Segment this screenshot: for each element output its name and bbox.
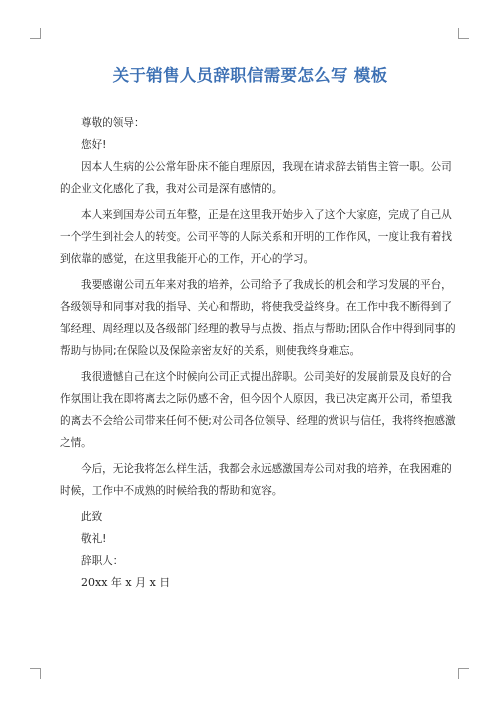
document-title: 关于销售人员辞职信需要怎么写 模板 (112, 66, 388, 85)
paragraph-line: 作氛围让我在即将离去之际仍感不舍，但今因个人原因，我已决定离开公司，希望我 (60, 393, 452, 405)
salutation: 尊敬的领导： (81, 117, 145, 129)
paragraph-line: 邹经理、周经理以及各级部门经理的教导与点拨、指点与帮助;团队合作中得到同事的 (60, 323, 456, 335)
paragraph-line: 我要感谢公司五年来对我的培养，公司给予了我成长的机会和学习发展的平台， (81, 279, 452, 291)
paragraph-line: 本人来到国寿公司五年整，正是在这里我开始步入了这个大家庭，完成了自己从 (81, 209, 452, 221)
letter-body (60, 112, 456, 594)
page-corner-top-right (458, 28, 469, 39)
paragraph-line: 的离去不会给公司带来任何不便;对公司各位领导、经理的赏识与信任，我将终抱感激 (60, 415, 456, 427)
paragraph-line: 因本人生病的公公常年卧床不能自理原因，我现在请求辞去销售主管一职。公司 (81, 161, 452, 173)
paragraph-line: 时候，工作中不成熟的时候给我的帮助和宽容。 (60, 485, 283, 497)
paragraph-line: 之情。 (60, 437, 92, 449)
page-corner-top-left (30, 28, 41, 39)
paragraph-line: 各级领导和同事对我的指导、关心和帮助，将使我受益终身。在工作中我不断得到了 (60, 301, 452, 313)
paragraph (60, 458, 452, 502)
page-corner-bottom-left (30, 668, 41, 679)
regards: 敬礼! (81, 533, 107, 545)
paragraph-line: 今后，无论我将怎么样生活，我都会永远感激国寿公司对我的培养，在我困难的 (81, 463, 452, 475)
paragraph (60, 274, 456, 362)
paragraph-line: 的企业文化感化了我，我对公司是深有感情的。 (60, 183, 283, 195)
signature-label: 辞职人： (81, 555, 124, 567)
closing: 此致 (81, 511, 103, 523)
paragraph (60, 156, 452, 200)
letter-date: 20xx 年 x 月 x 日 (81, 576, 171, 589)
page-corner-bottom-right (458, 668, 469, 679)
paragraph (60, 366, 456, 454)
greeting: 您好! (81, 139, 107, 151)
paragraph-line: 我很遗憾自己在这个时候向公司正式提出辞职。公司美好的发展前景及良好的合 (81, 371, 452, 383)
paragraph-line: 到依靠的感觉，在这里我能开心的工作，开心的学习。 (60, 253, 315, 265)
paragraph-line: 帮助与协同;在保险以及保险亲密友好的关系，则使我终身难忘。 (60, 345, 361, 357)
paragraph (60, 204, 452, 270)
paragraph-line: 一个学生到社会人的转变。公司平等的人际关系和开明的工作作风，一度让我有着找 (60, 231, 452, 243)
